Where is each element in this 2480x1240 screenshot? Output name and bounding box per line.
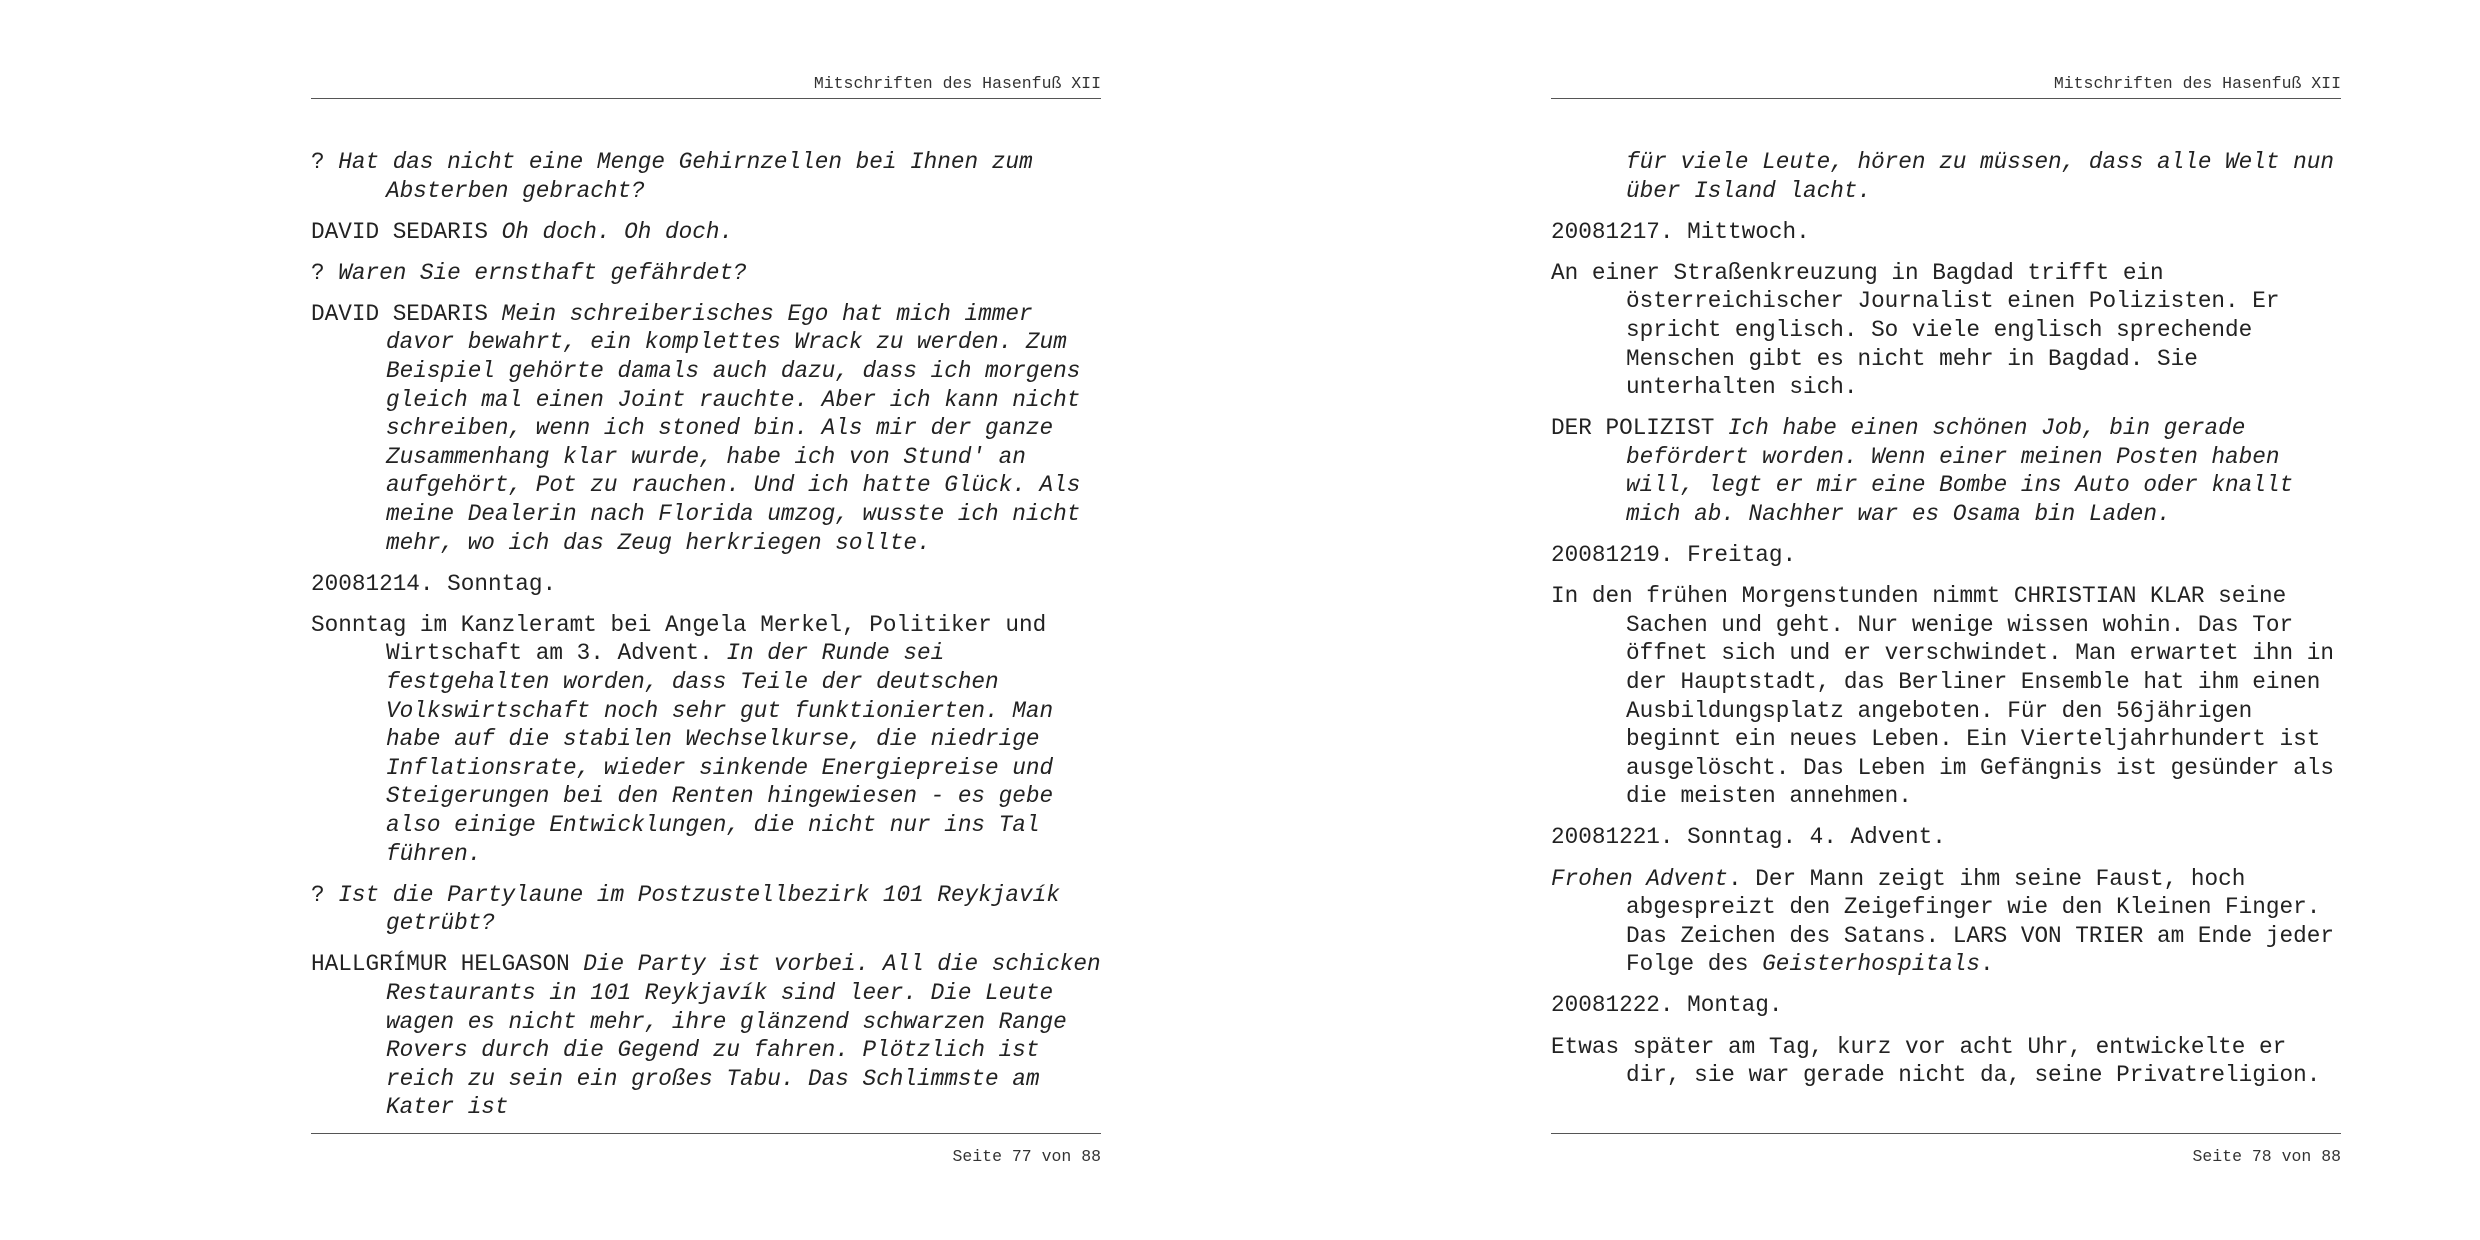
text-segment: ? bbox=[311, 149, 339, 175]
paragraph bbox=[311, 148, 1101, 205]
paragraph bbox=[311, 218, 1101, 247]
paragraph bbox=[1551, 218, 2341, 247]
paragraph bbox=[311, 950, 1101, 1122]
paragraph bbox=[1551, 582, 2341, 811]
italic-text: Mein schreiberisches Ego hat mich immer davor bewahrt, ein komplettes Wrack zu werden. Zum Beispiel gehörte damals auch dazu, dass ich morgens gleich mal einen Joint rauchte. Aber ich kann nicht schreiben, wenn ich stoned bin. Als mir der ganze Zusammenhang klar wurde, habe ich von Stund' an aufgehört, Pot zu rauchen. Und ich hatte Glück. Als meine Dealerin nach Florida umzog, wusste ich nicht mehr, wo ich das Zeug herkriegen sollte. bbox=[386, 300, 1081, 556]
footer-rule bbox=[1551, 1133, 2341, 1134]
paragraph bbox=[1551, 259, 2341, 402]
italic-text: Frohen Advent bbox=[1551, 865, 1728, 892]
left-page bbox=[311, 0, 1101, 1240]
text-segment: DAVID SEDARIS bbox=[311, 218, 502, 245]
text-segment: 20081221. Sonntag. 4. Advent. bbox=[1551, 824, 1946, 851]
paragraph bbox=[311, 881, 1101, 938]
text-segment: HALLGRÍMUR HELGASON bbox=[311, 951, 584, 978]
paragraph bbox=[311, 611, 1101, 868]
italic-text: Oh doch. Oh doch. bbox=[501, 218, 734, 245]
italic-text: Waren Sie ernsthaft gefährdet? bbox=[338, 259, 747, 286]
italic-text: für viele Leute, hören zu müssen, dass alle Welt nun über Island lacht. bbox=[1626, 149, 2334, 204]
paragraph bbox=[311, 259, 1101, 288]
italic-text: Hat das nicht eine Menge Gehirnzellen bei Ihnen zum Absterben gebracht? bbox=[338, 149, 1033, 204]
paragraph bbox=[1551, 823, 2341, 852]
text-segment: . Der Mann zeigt ihm seine Faust, hoch abgespreizt den Zeigefinger wie den Kleinen Finger. Das Zeichen des Satans. LARS VON TRIER am Ende jeder Folge des bbox=[1626, 865, 2334, 978]
italic-text: In der Runde sei festgehalten worden, dass Teile der deutschen Volkswirtschaft noch sehr gut funktionierten. Man habe auf die stabilen Wechselkurse, die niedrige Inflationsrate, wieder sinkende Energiepreise und Steigerungen bei den Renten hingewiesen - es gebe also einige Entwicklungen, die nicht nur ins Tal führen. bbox=[386, 640, 1054, 867]
running-header: Mitschriften des Hasenfuß XII bbox=[813, 74, 1101, 93]
italic-text: Ist die Partylaune im Postzustellbezirk 101 Reykjavík getrübt? bbox=[338, 881, 1060, 937]
paragraph bbox=[1551, 865, 2341, 979]
page-number: Seite 77 von 88 bbox=[952, 1147, 1101, 1166]
header-rule bbox=[1551, 98, 2341, 99]
text-segment: 20081217. Mittwoch. bbox=[1551, 218, 1810, 245]
text-segment: An einer Straßenkreuzung in Bagdad trifft ein österreichischer Journalist einen Polizisten. Er spricht englisch. So viele englisch sprechende Menschen gibt es nicht mehr in Bagdad. Sie unterhalten sich. bbox=[1551, 259, 2280, 401]
text-segment: 20081219. Freitag. bbox=[1551, 542, 1797, 569]
text-segment: 20081222. Montag. bbox=[1551, 992, 1783, 1019]
italic-text: Ich habe einen schönen Job, bin gerade befördert worden. Wenn einer meinen Posten haben will, legt er mir eine Bombe ins Auto oder knallt mich ab. Nachher war es Osama bin Laden. bbox=[1626, 415, 2294, 528]
text-segment: Sonntag im Kanzleramt bei Angela Merkel, Politiker und Wirtschaft am 3. Advent. bbox=[311, 611, 1047, 667]
paragraph bbox=[1551, 991, 2341, 1020]
paragraph bbox=[311, 570, 1101, 599]
page-number: Seite 78 von 88 bbox=[2192, 1147, 2341, 1166]
page-body bbox=[1551, 148, 2341, 1102]
text-segment: DER POLIZIST bbox=[1551, 415, 1728, 442]
italic-text: Die Party ist vorbei. All die schicken Restaurants in 101 Reykjavík sind leer. Die Leute wagen es nicht mehr, ihre glänzend schwarzen Range Rovers durch die Gegend zu fahren. Plötzlich ist reich zu sein ein großes Tabu. Das Schlimmste am Kater ist bbox=[386, 951, 1101, 1121]
text-segment: DAVID SEDARIS bbox=[311, 300, 502, 327]
text-segment: In den frühen Morgenstunden nimmt CHRISTIAN KLAR seine Sachen und geht. Nur wenige wissen wohin. Das Tor öffnet sich und er verschwindet. Man erwartet ihn in der Hauptstadt, das Berliner Ensemble hat ihm einen Ausbildungsplatz angeboten. Für den 56jährigen beginnt ein neues Leben. Ein Vierteljahrhundert ist ausgelöscht. Das Leben im Gefängnis ist gesünder als die meisten annehmen. bbox=[1551, 583, 2334, 810]
paragraph bbox=[1551, 541, 2341, 570]
text-segment: ? bbox=[311, 881, 339, 908]
running-header: Mitschriften des Hasenfuß XII bbox=[2053, 74, 2341, 93]
paragraph bbox=[1551, 148, 2341, 205]
text-segment: . bbox=[1980, 951, 1994, 978]
italic-text: Geisterhospitals bbox=[1762, 951, 1980, 978]
text-segment: 20081214. Sonntag. bbox=[311, 570, 557, 597]
text-segment: Etwas später am Tag, kurz vor acht Uhr, entwickelte er dir, sie war gerade nicht da, seine Privatreligion. bbox=[1551, 1033, 2321, 1089]
footer-rule bbox=[311, 1133, 1101, 1134]
page-body bbox=[311, 148, 1101, 1134]
paragraph bbox=[1551, 414, 2341, 528]
text-segment: ? bbox=[311, 259, 339, 286]
right-page bbox=[1551, 0, 2341, 1240]
paragraph bbox=[1551, 1033, 2341, 1090]
paragraph bbox=[311, 300, 1101, 557]
header-rule bbox=[311, 98, 1101, 99]
